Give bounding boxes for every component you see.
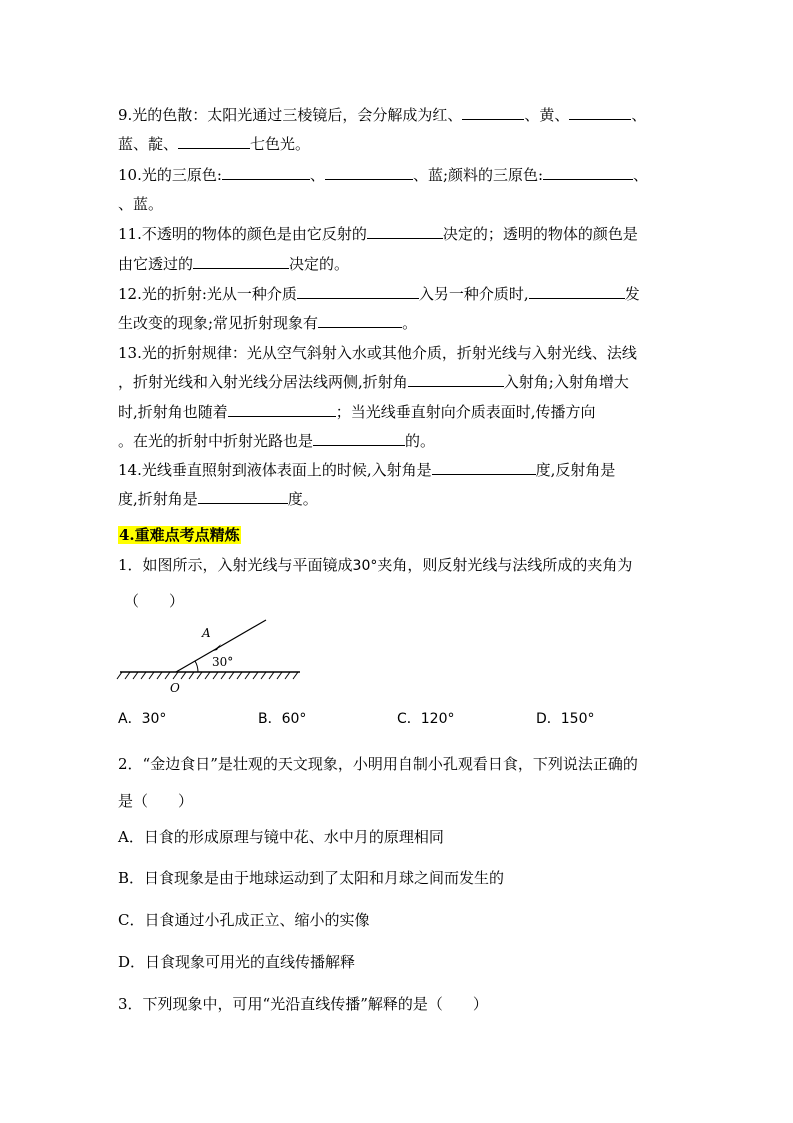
label-o: O: [170, 681, 180, 695]
option-b[interactable]: B．60°: [258, 711, 307, 727]
option-c[interactable]: C．120°: [397, 711, 455, 727]
item-11-line-2: 由它透过的 决定的。: [118, 255, 350, 273]
item-12-line-1: 12.光的折射:光从一种介质 入另一种介质时, 发: [118, 285, 640, 303]
question-2-stem-2: 是（ ）: [118, 792, 194, 810]
blank: [367, 223, 443, 239]
blank: [313, 430, 405, 446]
blank: [228, 401, 336, 417]
item-10-line-1: 10.光的三原色: 、 、蓝;颜料的三原色: 、: [118, 166, 649, 184]
option-a[interactable]: A．日食的形成原理与镜中花、水中月的原理相同: [118, 828, 444, 846]
question-2-stem-1: 2．“金边食日”是壮观的天文现象，小明用自制小孔观看日食，下列说法正确的: [118, 755, 638, 773]
blank: [569, 104, 631, 120]
question-1-paren: （ ）: [124, 592, 185, 610]
item-12-line-2: 生改变的现象;常见折射现象有 。: [118, 314, 418, 332]
item-9-line-2: 蓝、靛、 七色光。: [118, 135, 311, 153]
item-10-line-2: 、蓝。: [118, 195, 164, 213]
item-13-line-4: 。在光的折射中折射光路也是 的。: [118, 432, 436, 450]
item-13-line-2: ，折射光线和入射光线分居法线两侧,折射角 入射角;入射角增大: [118, 373, 629, 391]
ray-arrow: [213, 644, 221, 651]
item-13-line-1: 13.光的折射规律：光从空气斜射入水或其他介质，折射光线与入射光线、法线: [118, 344, 637, 362]
item-14-line-1: 14.光线垂直照射到液体表面上的时候,入射角是 度,反射角是: [118, 461, 616, 479]
blank: [432, 459, 536, 475]
question-3-stem: 3．下列现象中，可用“光沿直线传播”解释的是（ ）: [118, 995, 488, 1013]
blank: [529, 283, 625, 299]
item-13-line-3: 时,折射角也随着 ；当光线垂直射向介质表面时,传播方向: [118, 403, 596, 421]
blank: [325, 164, 413, 180]
blank: [318, 312, 402, 328]
question-1-stem: 1．如图所示，入射光线与平面镜成30°夹角，则反射光线与法线所成的夹角为: [118, 556, 633, 574]
option-a[interactable]: A．30°: [118, 711, 167, 727]
option-d[interactable]: D．日食现象可用光的直线传播解释: [118, 953, 356, 971]
blank: [198, 488, 288, 504]
option-c[interactable]: C．日食通过小孔成正立、缩小的实像: [118, 911, 370, 929]
mirror-diagram: [116, 612, 306, 698]
label-a: A: [202, 626, 211, 640]
item-9-line-1: 9.光的色散：太阳光通过三棱镜后，会分解成为红、 、黄、 、: [118, 106, 647, 124]
blank: [222, 164, 310, 180]
blank: [543, 164, 633, 180]
item-14-line-2: 度,折射角是 度。: [118, 490, 318, 508]
option-d[interactable]: D．150°: [536, 711, 595, 727]
option-b[interactable]: B．日食现象是由于地球运动到了太阳和月球之间而发生的: [118, 869, 505, 887]
mirror-hatching: [117, 672, 298, 679]
item-11-line-1: 11.不透明的物体的颜色是由它反射的 决定的；透明的物体的颜色是: [118, 225, 638, 243]
angle-arc: [195, 661, 198, 672]
section-heading: 4.重难点考点精炼: [119, 526, 240, 544]
blank: [193, 253, 289, 269]
blank: [462, 104, 524, 120]
blank: [408, 371, 504, 387]
label-angle: 30°: [212, 655, 234, 669]
blank: [297, 283, 419, 299]
blank: [178, 133, 250, 149]
